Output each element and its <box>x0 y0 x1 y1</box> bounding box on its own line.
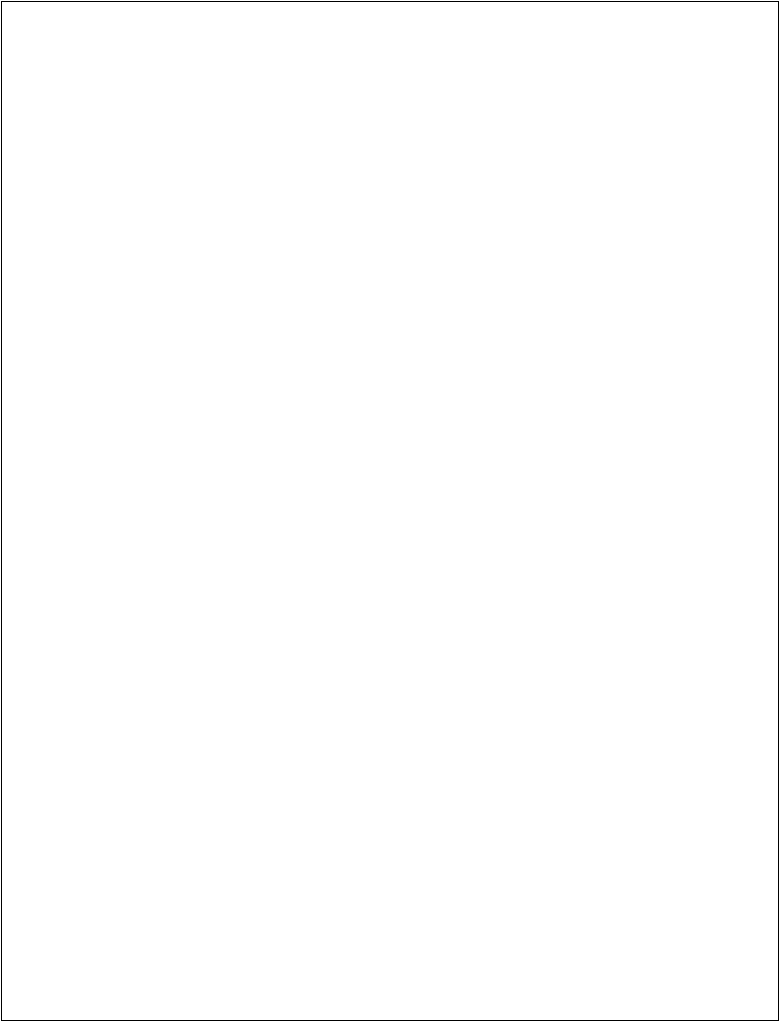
balance-chart <box>0 476 782 646</box>
distribution-charts-top <box>0 668 782 838</box>
distribution-charts-bottom <box>0 843 782 1013</box>
